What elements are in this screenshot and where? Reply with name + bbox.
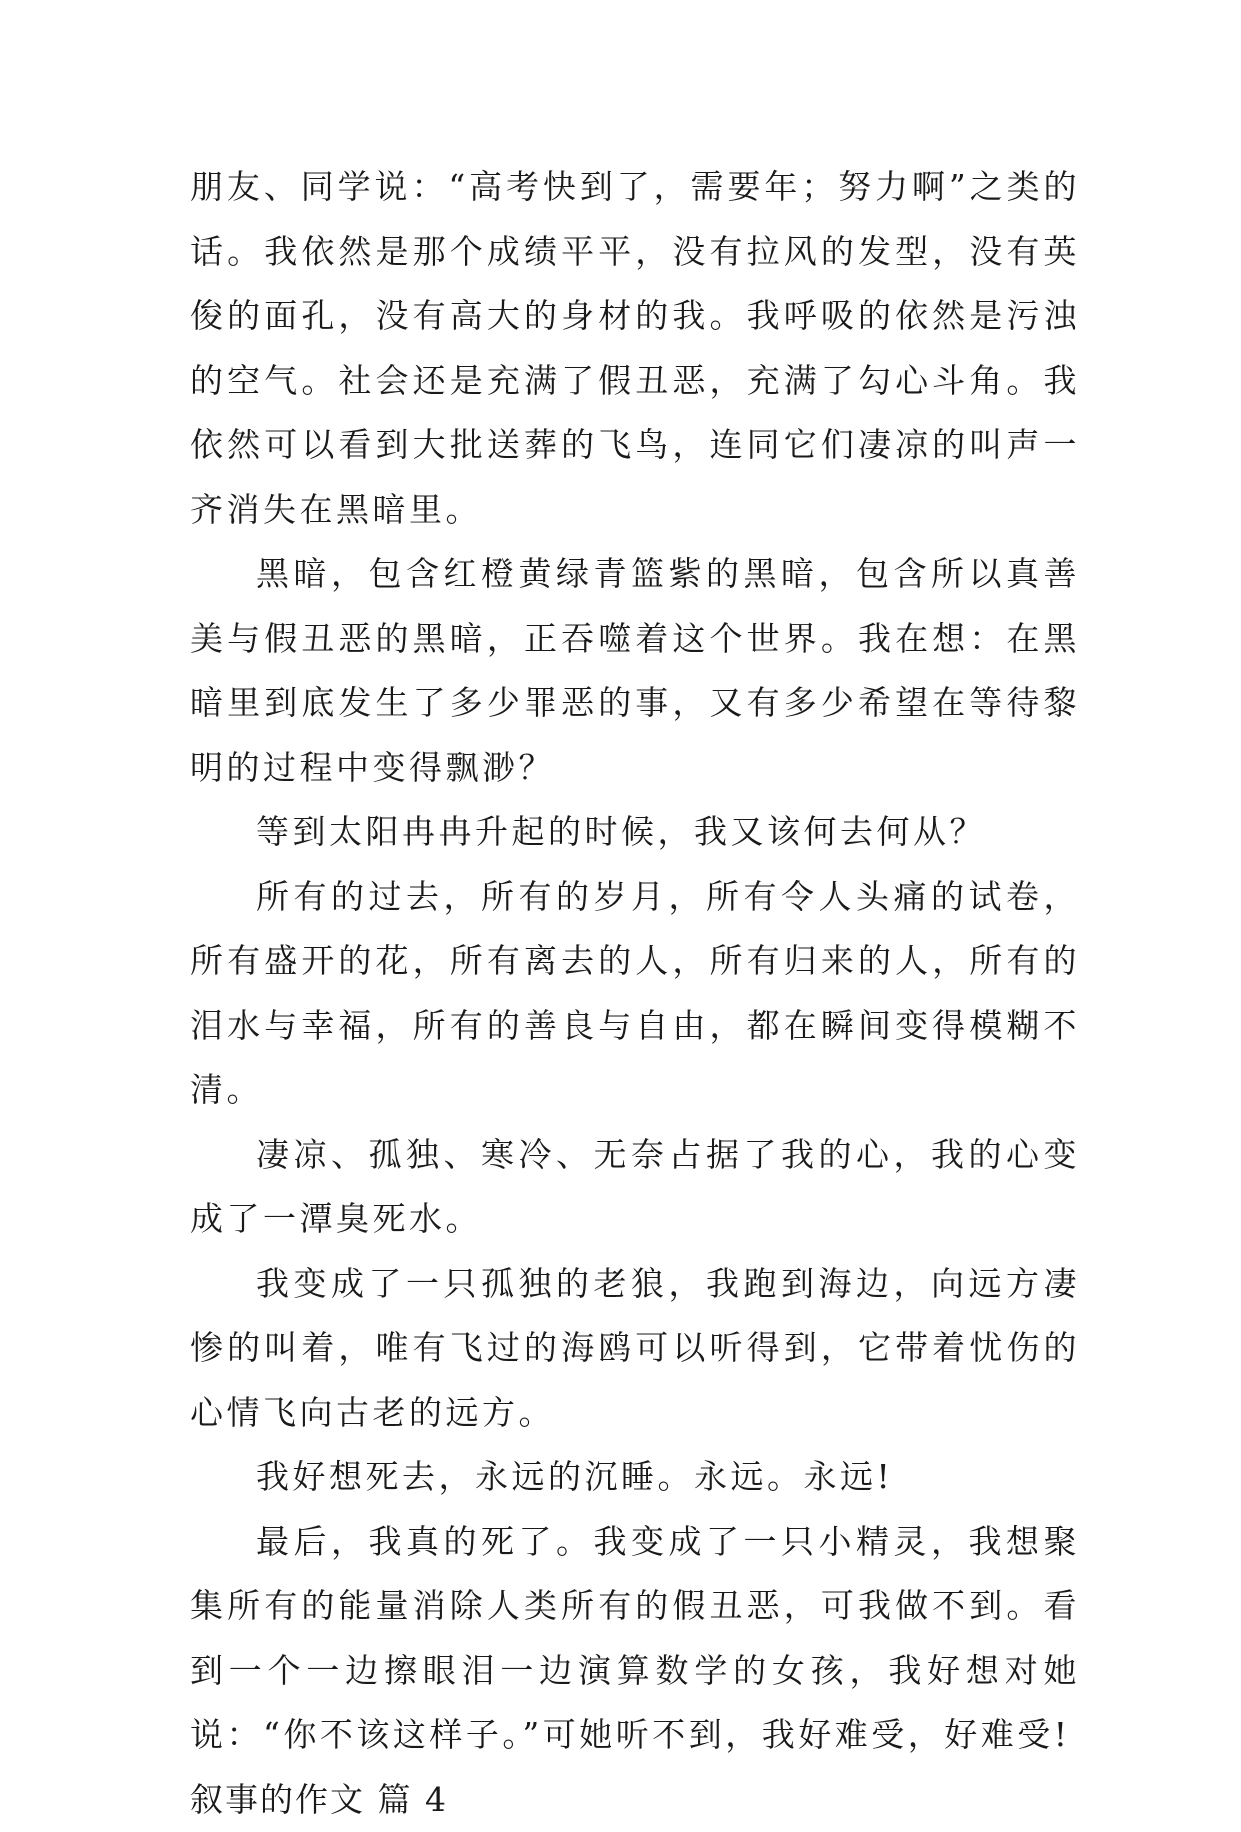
paragraph-8: 最后，我真的死了。我变成了一只小精灵，我想聚集所有的能量消除人类所有的假丑恶，可我做不到。看到一个一边擦眼泪一边演算数学的女孩，我好想对她说：“你不该这样子。”可她听不到，我好难受，好难受! (190, 1510, 1080, 1768)
document-page (190, 155, 1080, 1832)
paragraph-5: 凄凉、孤独、寒冷、无奈占据了我的心，我的心变成了一潭臭死水。 (190, 1123, 1080, 1252)
paragraph-6: 我变成了一只孤独的老狼，我跑到海边，向远方凄惨的叫着，唯有飞过的海鸥可以听得到，它带着忧伤的心情飞向古老的远方。 (190, 1252, 1080, 1446)
section-heading: 叙事的作文 篇 4 (190, 1768, 1080, 1832)
paragraph-4: 所有的过去，所有的岁月，所有令人头痛的试卷，所有盛开的花，所有离去的人，所有归来的人，所有的泪水与幸福，所有的善良与自由，都在瞬间变得模糊不清。 (190, 865, 1080, 1123)
paragraph-2: 黑暗，包含红橙黄绿青篮紫的黑暗，包含所以真善美与假丑恶的黑暗，正吞噬着这个世界。我在想：在黑暗里到底发生了多少罪恶的事，又有多少希望在等待黎明的过程中变得飘渺？ (190, 542, 1080, 800)
paragraph-3: 等到太阳冉冉升起的时候，我又该何去何从？ (190, 800, 1080, 865)
paragraph-7: 我好想死去，永远的沉睡。永远。永远! (190, 1445, 1080, 1510)
paragraph-1: 朋友、同学说：“高考快到了，需要年；努力啊”之类的话。我依然是那个成绩平平，没有拉风的发型，没有英俊的面孔，没有高大的身材的我。我呼吸的依然是污浊的空气。社会还是充满了假丑恶，充满了勾心斗角。我依然可以看到大批送葬的飞鸟，连同它们凄凉的叫声一齐消失在黑暗里。 (190, 155, 1080, 542)
